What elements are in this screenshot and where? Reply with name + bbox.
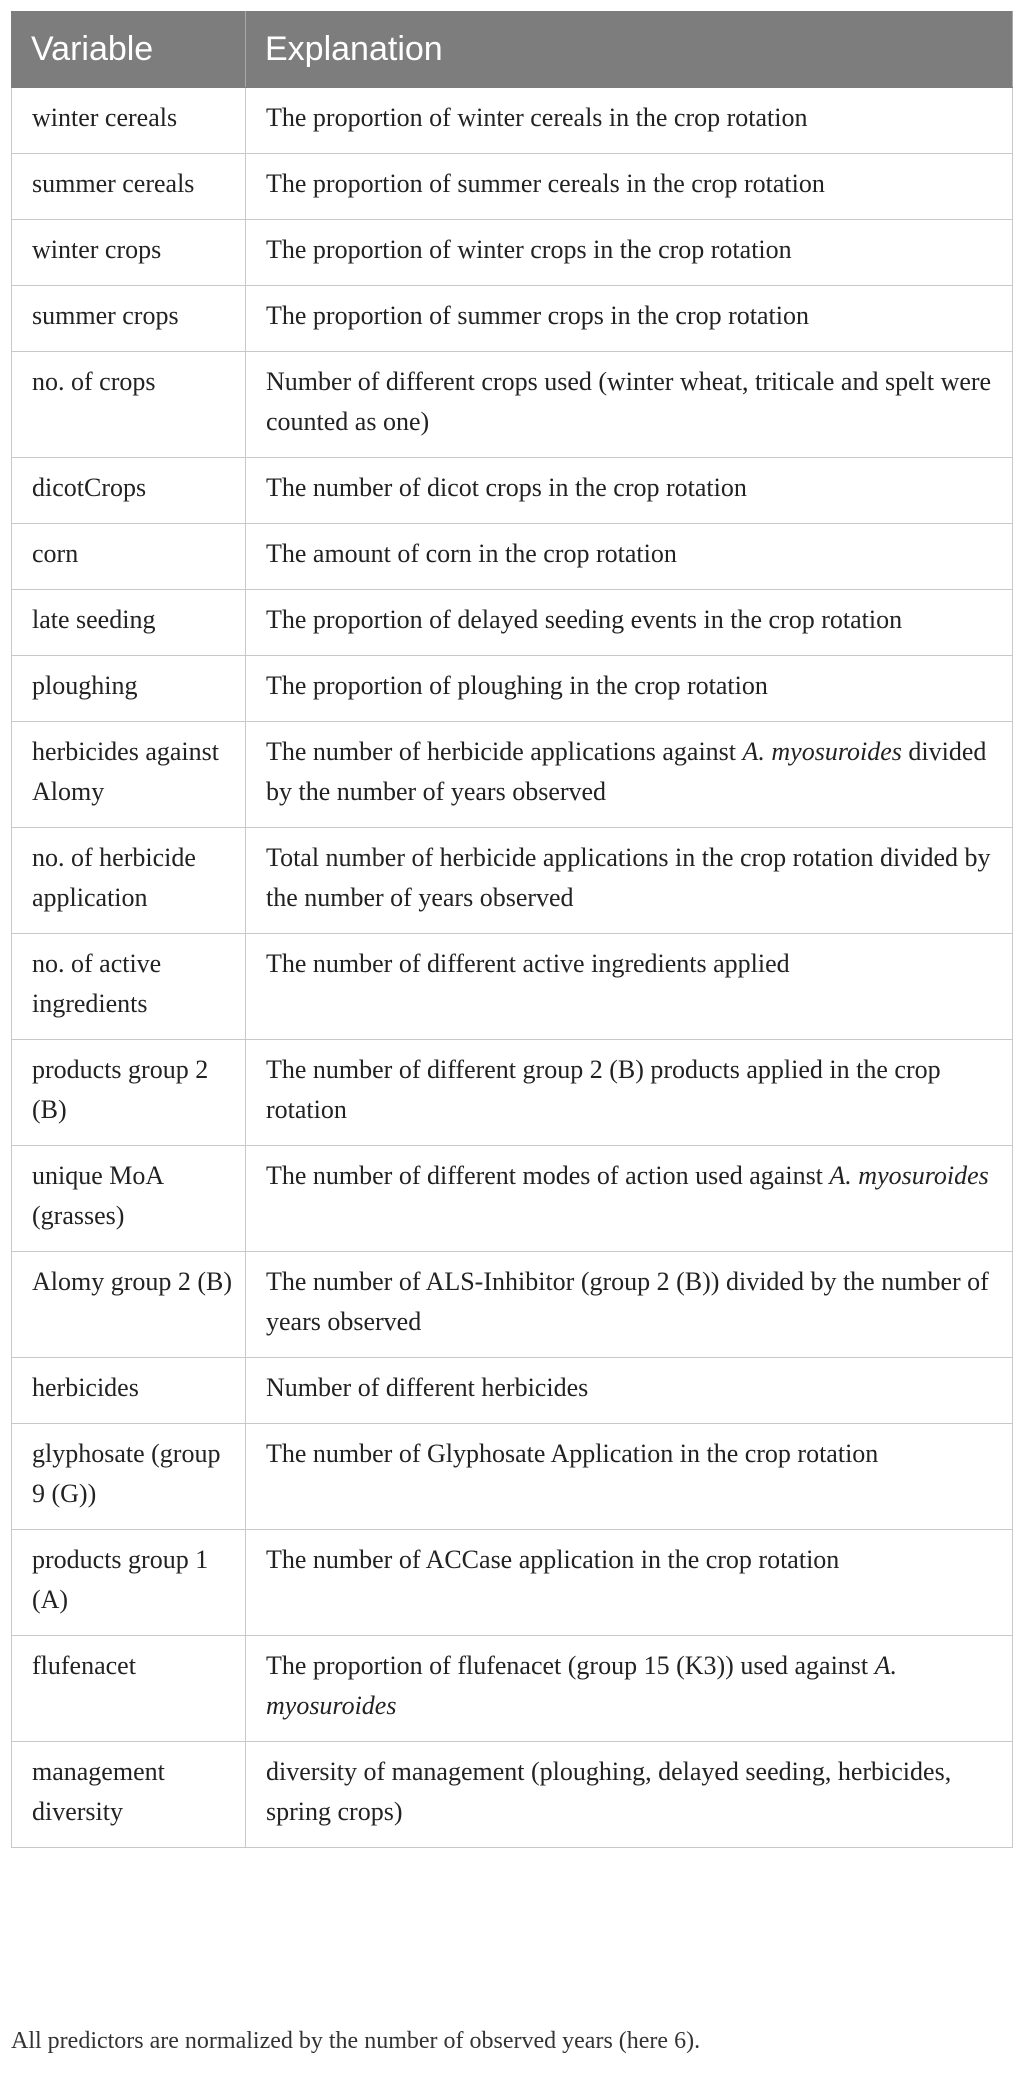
table-row [12, 524, 1013, 590]
table-row [12, 934, 1013, 1040]
species-name: A. myosuroides [266, 1651, 898, 1720]
table-row [12, 1358, 1013, 1424]
table-row [12, 1146, 1013, 1252]
variable-cell: no. of active ingredients [12, 934, 246, 1040]
variable-cell: corn [12, 524, 246, 590]
table-row [12, 352, 1013, 458]
variable-cell: no. of herbicide application [12, 828, 246, 934]
explanation-cell: Number of different crops used (winter wheat, triticale and spelt were counted as one) [246, 352, 1013, 458]
explanation-cell [246, 1146, 1013, 1252]
variable-cell: late seeding [12, 590, 246, 656]
explanation-cell: The number of ACCase application in the crop rotation [246, 1530, 1013, 1636]
variable-cell: glyphosate (group 9 (G)) [12, 1424, 246, 1530]
explanation-cell [246, 1636, 1013, 1742]
variable-cell: winter crops [12, 220, 246, 286]
table-row [12, 590, 1013, 656]
variable-cell: management diversity [12, 1742, 246, 1848]
table-row [12, 154, 1013, 220]
table-row [12, 656, 1013, 722]
explanation-cell: The proportion of winter crops in the crop rotation [246, 220, 1013, 286]
variable-cell: summer cereals [12, 154, 246, 220]
variable-cell: herbicides against Alomy [12, 722, 246, 828]
explanation-cell: The proportion of winter cereals in the crop rotation [246, 88, 1013, 154]
table-row [12, 220, 1013, 286]
species-name: A. myosuroides [742, 737, 902, 766]
explanation-text: The number of different modes of action used against [266, 1161, 830, 1190]
variables-table [11, 11, 1013, 1848]
variable-cell: ploughing [12, 656, 246, 722]
explanation-cell: diversity of management (ploughing, delayed seeding, herbicides, spring crops) [246, 1742, 1013, 1848]
variable-cell: no. of crops [12, 352, 246, 458]
table-body [12, 88, 1013, 1848]
variable-cell: summer crops [12, 286, 246, 352]
table-header [12, 12, 1013, 88]
table-row [12, 1636, 1013, 1742]
table-row [12, 286, 1013, 352]
variable-cell: products group 1 (A) [12, 1530, 246, 1636]
explanation-cell: The proportion of ploughing in the crop rotation [246, 656, 1013, 722]
explanation-text: The proportion of flufenacet (group 15 (K3)) used against [266, 1651, 875, 1680]
explanation-cell: The proportion of delayed seeding events in the crop rotation [246, 590, 1013, 656]
variable-cell: Alomy group 2 (B) [12, 1252, 246, 1358]
species-name: A. myosuroides [829, 1161, 989, 1190]
header-row [12, 12, 1013, 88]
table-row [12, 828, 1013, 934]
data-table-container [11, 11, 1012, 1848]
explanation-text: The number of herbicide applications against [266, 737, 743, 766]
header-explanation: Explanation [246, 12, 1013, 88]
explanation-cell: The number of ALS-Inhibitor (group 2 (B)) divided by the number of years observed [246, 1252, 1013, 1358]
explanation-cell: Number of different herbicides [246, 1358, 1013, 1424]
explanation-cell: Total number of herbicide applications in the crop rotation divided by the number of years observed [246, 828, 1013, 934]
table-row [12, 1252, 1013, 1358]
table-row [12, 1530, 1013, 1636]
variable-cell: products group 2 (B) [12, 1040, 246, 1146]
variable-cell: unique MoA (grasses) [12, 1146, 246, 1252]
explanation-cell [246, 722, 1013, 828]
table-row [12, 1424, 1013, 1530]
table-row [12, 1742, 1013, 1848]
explanation-cell: The amount of corn in the crop rotation [246, 524, 1013, 590]
table-row [12, 722, 1013, 828]
header-variable: Variable [12, 12, 246, 88]
explanation-cell: The number of different group 2 (B) products applied in the crop rotation [246, 1040, 1013, 1146]
variable-cell: herbicides [12, 1358, 246, 1424]
explanation-cell: The proportion of summer crops in the crop rotation [246, 286, 1013, 352]
explanation-cell: The number of different active ingredients applied [246, 934, 1013, 1040]
table-row [12, 458, 1013, 524]
variable-cell: winter cereals [12, 88, 246, 154]
explanation-cell: The proportion of summer cereals in the crop rotation [246, 154, 1013, 220]
table-row [12, 88, 1013, 154]
variable-cell: dicotCrops [12, 458, 246, 524]
table-row [12, 1040, 1013, 1146]
variable-cell: flufenacet [12, 1636, 246, 1742]
explanation-cell: The number of dicot crops in the crop rotation [246, 458, 1013, 524]
explanation-cell: The number of Glyphosate Application in the crop rotation [246, 1424, 1013, 1530]
table-footnote: All predictors are normalized by the number of observed years (here 6). [11, 2028, 701, 2054]
explanation-text: divided by the number of years observed [266, 737, 987, 806]
